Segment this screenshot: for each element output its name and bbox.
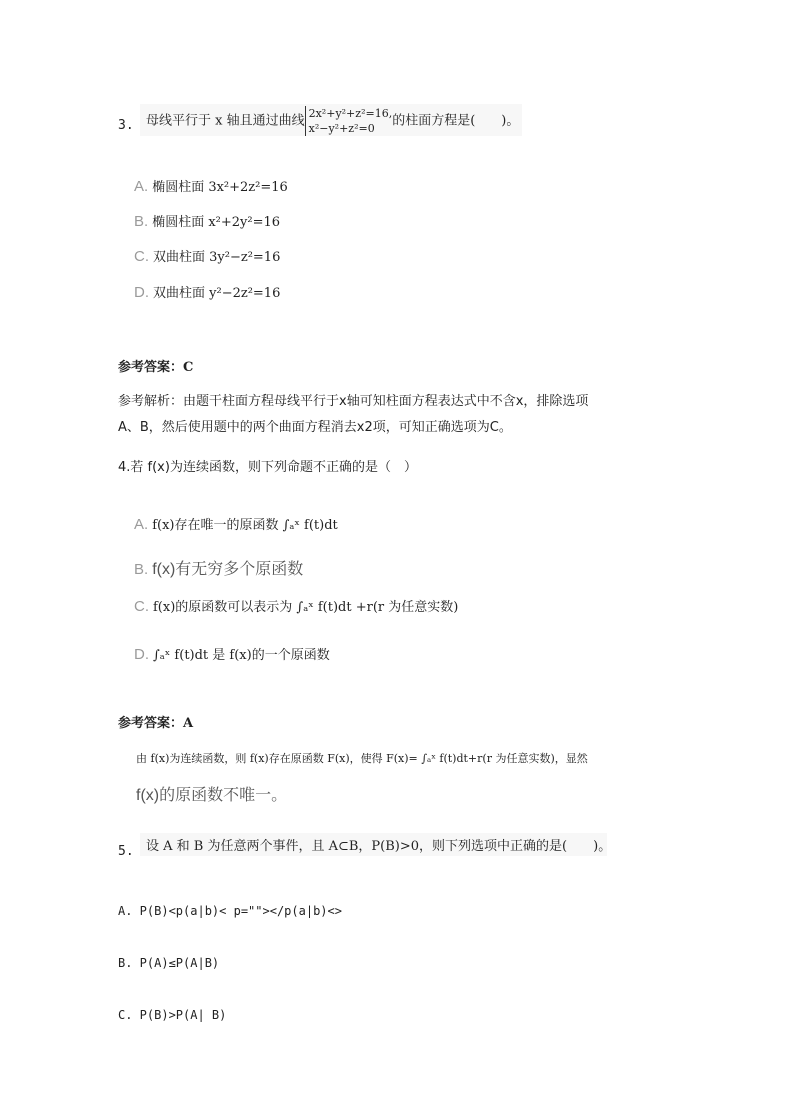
q4-option-c [134,596,458,615]
q3-analysis-line1: 参考解析：由题干柱面方程母线平行于x轴可知柱面方程表达式中不含x，排除选项 [118,394,589,409]
q3-stem-prefix: 母线平行于 x 轴且通过曲线 [146,113,305,129]
q3-stem-image [140,104,522,136]
option-text: ∫ₐˣ f(t)dt 是 f(x)的一个原函数 [153,648,330,663]
q3-stem-suffix: 的柱面方程是( )。 [392,113,520,129]
option-text: f(x)的原函数可以表示为 ∫ₐˣ f(t)dt +r(r 为任意实数) [153,600,459,615]
option-letter: B. [134,561,149,578]
option-letter: A. [134,178,149,195]
option-letter: C. [134,248,149,265]
q3-number: 3. [118,118,134,133]
q4-option-b [134,556,303,579]
option-text: 椭圆柱面 3x²+2z²=16 [152,180,288,195]
q4-option-d [134,644,330,663]
option-letter: D. [134,284,149,301]
option-letter: A. [134,516,149,533]
option-text: 双曲柱面 3y²−z²=16 [153,250,281,265]
q3-eq1: 2x²+y²+z²=16, [308,107,393,120]
q5-option-c: C. P(B)>P(A| B) [118,1008,227,1022]
option-text: 双曲柱面 y²−2z²=16 [153,286,281,301]
option-letter: C. [134,598,149,615]
q5-number: 5. [118,844,134,859]
q4-answer: 参考答案：A [118,716,194,731]
q3-option-a [134,176,288,195]
option-letter: B. [134,213,149,230]
q3-answer: 参考答案：C [118,360,194,375]
q3-option-b [134,211,280,230]
q3-analysis-line2: A、B，然后使用题中的两个曲面方程消去x2项，可知正确选项为C。 [118,420,512,435]
option-text: 椭圆柱面 x²+2y²=16 [152,215,281,230]
q3-eq2: x²−y²+z²=0 [308,122,375,135]
q4-stem: 4.若 f(x)为连续函数，则下列命题不正确的是（ ） [118,460,417,475]
q4-analysis-line1: 由 f(x)为连续函数，则 f(x)存在原函数 F(x)，使得 F(x)= ∫ₐˣ f(t)dt+r(r 为任意实数)，显然 [136,752,588,765]
q5-stem: 设 A 和 B 为任意两个事件，且 A⊂B，P(B)>0，则下列选项中正确的是( )。 [140,833,607,856]
option-text: f(x)有无穷多个原函数 [152,561,304,578]
q3-equation-system [305,106,393,136]
option-text: f(x)存在唯一的原函数 ∫ₐˣ f(t)dt [152,518,338,533]
q5-option-b: B. P(A)≤P(A|B) [118,956,220,970]
option-letter: D. [134,646,149,663]
q5-option-a: A. P(B)<p(a|b)< p=""></p(a|b)<> [118,904,342,918]
q3-option-c [134,246,280,265]
q3-option-d [134,282,280,301]
q4-analysis-line2: f(x)的原函数不唯一。 [136,787,288,804]
q4-option-a [134,514,338,533]
